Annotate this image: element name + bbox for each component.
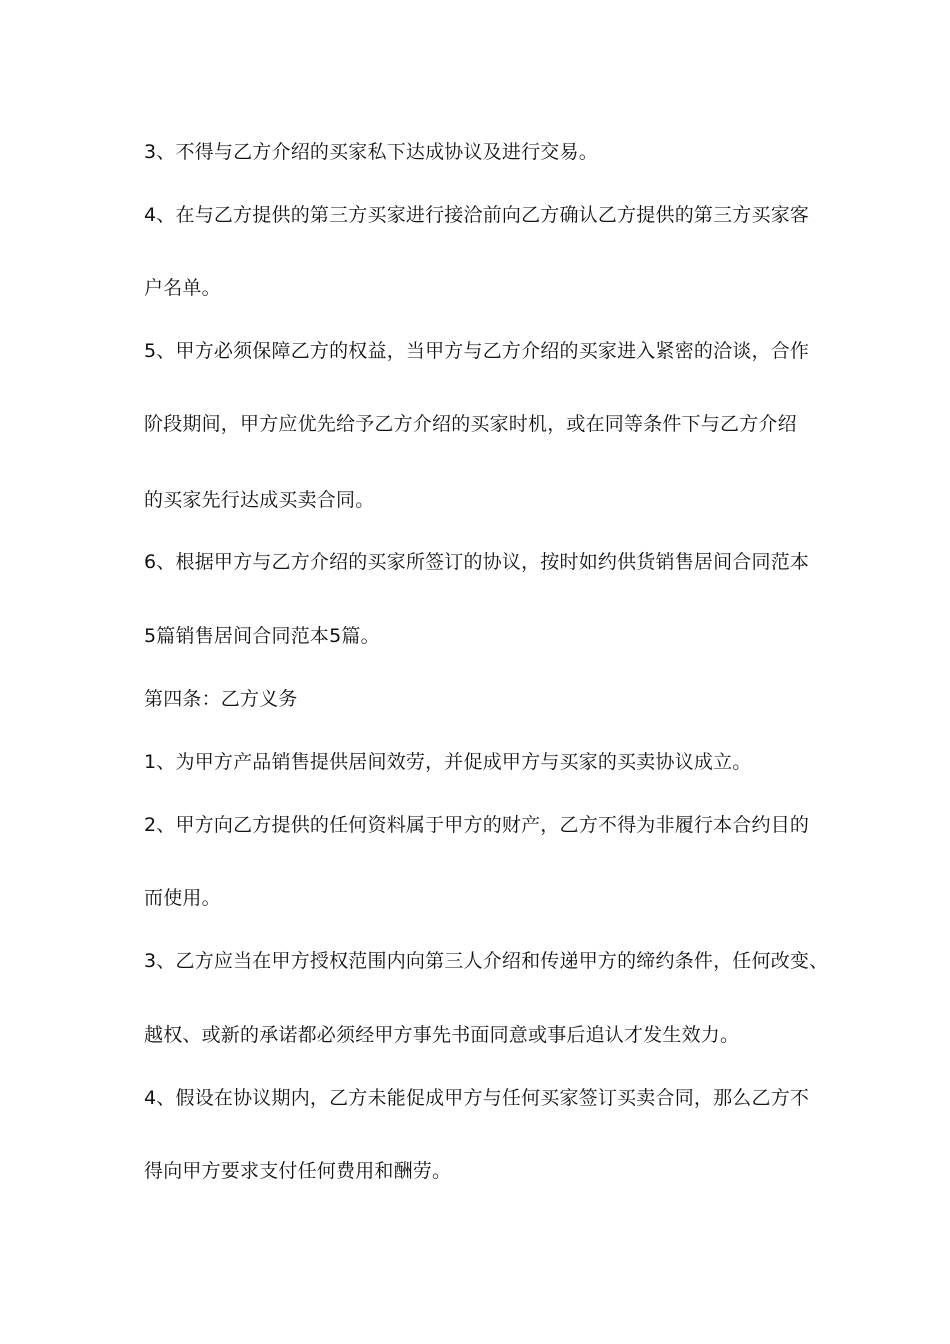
section-heading: 第四条：乙方义务 [144, 688, 298, 710]
paragraph-line: 3、不得与乙方介绍的买家私下达成协议及进行交易。 [144, 141, 598, 163]
paragraph-line: 3、乙方应当在甲方授权范围内向第三人介绍和传递甲方的缔约条件，任何改变、 [144, 950, 829, 972]
paragraph-line: 户名单。 [144, 277, 221, 299]
paragraph-line: 而使用。 [144, 887, 221, 909]
paragraph-line: 6、根据甲方与乙方介绍的买家所签订的协议，按时如约供货销售居间合同范本 [144, 551, 810, 573]
paragraph-line: 5篇销售居间合同范本5篇。 [144, 625, 380, 647]
paragraph-line: 阶段期间，甲方应优先给予乙方介绍的买家时机，或在同等条件下与乙方介绍 [144, 413, 797, 435]
paragraph-line: 的买家先行达成买卖合同。 [144, 489, 375, 511]
paragraph-line: 5、甲方必须保障乙方的权益，当甲方与乙方介绍的买家进入紧密的洽谈，合作 [144, 340, 810, 362]
paragraph-line: 4、假设在协议期内，乙方未能促成甲方与任何买家签订买卖合同，那么乙方不 [144, 1087, 810, 1109]
paragraph-line: 2、甲方向乙方提供的任何资料属于甲方的财产，乙方不得为非履行本合约目的 [144, 814, 810, 836]
paragraph-line: 4、在与乙方提供的第三方买家进行接洽前向乙方确认乙方提供的第三方买家客 [144, 204, 810, 226]
paragraph-line: 越权、或新的承诺都必须经甲方事先书面同意或事后追认才发生效力。 [144, 1024, 740, 1046]
paragraph-line: 1、为甲方产品销售提供居间效劳，并促成甲方与买家的买卖协议成立。 [144, 751, 752, 773]
paragraph-line: 得向甲方要求支付任何费用和酬劳。 [144, 1160, 452, 1182]
